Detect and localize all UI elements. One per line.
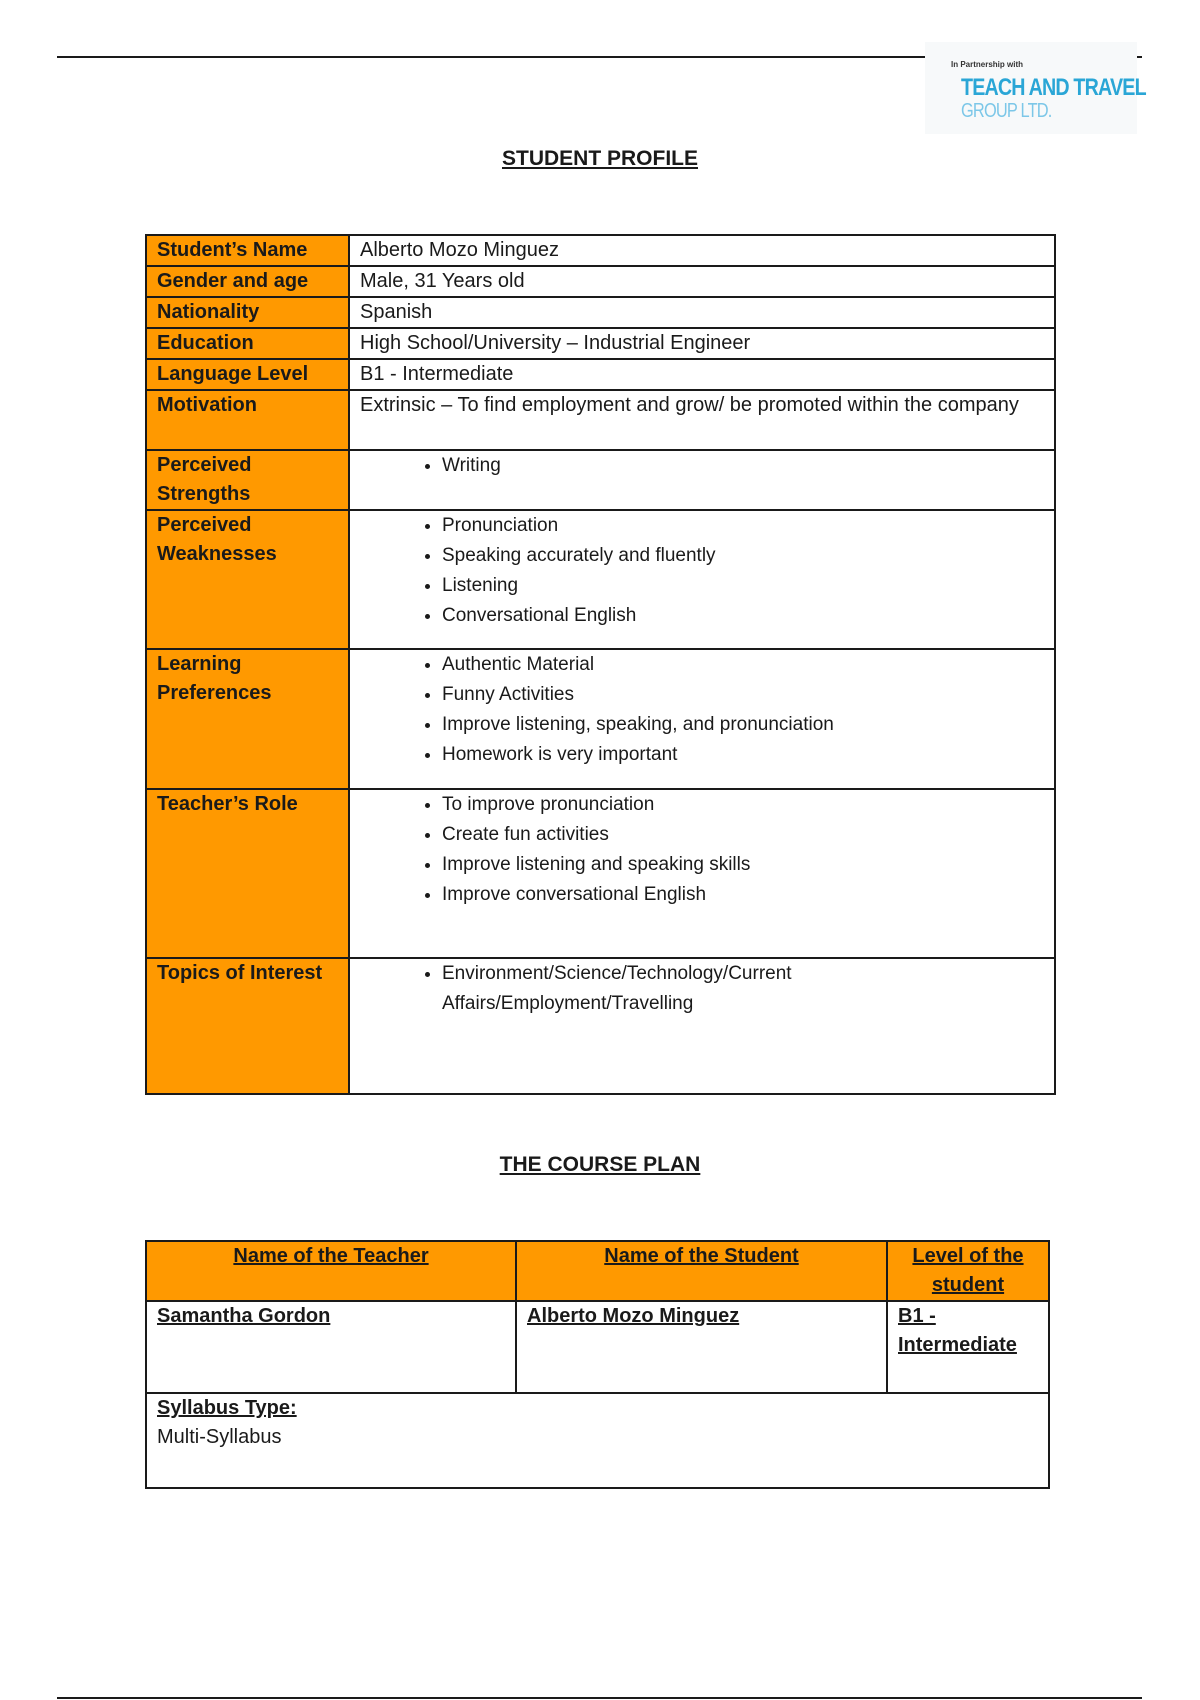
row-value: Extrinsic – To find employment and grow/ be promoted within the company <box>349 390 1055 450</box>
list-item: • To improve pronunciation <box>442 790 1044 820</box>
syllabus-row <box>146 1393 1049 1488</box>
teacher-role-list <box>360 790 1044 910</box>
course-plan-header-row <box>146 1241 1049 1301</box>
list-item: • Homework is very important <box>442 740 1044 770</box>
header-level: Level of the student <box>887 1241 1049 1301</box>
row-value <box>349 450 1055 510</box>
profile-row <box>146 359 1055 390</box>
list-item: • Listening <box>442 571 1044 601</box>
student-level: B1 - Intermediate <box>887 1301 1049 1393</box>
course-plan-table <box>145 1240 1050 1489</box>
topics-list <box>360 959 1044 1019</box>
syllabus-label: Syllabus Type: <box>157 1397 297 1419</box>
list-item: • Improve listening, speaking, and pronunciation <box>442 710 1044 740</box>
profile-row <box>146 297 1055 328</box>
row-value <box>349 649 1055 789</box>
course-plan-title: THE COURSE PLAN <box>499 1153 701 1176</box>
teach-and-travel-logo <box>925 42 1146 134</box>
row-value: Spanish <box>349 297 1055 328</box>
list-item: • Authentic Material <box>442 650 1044 680</box>
profile-row <box>146 958 1055 1094</box>
strengths-list <box>360 451 1044 481</box>
row-label: Perceived Weaknesses <box>146 510 349 649</box>
footer-rule <box>57 1697 1142 1699</box>
row-label: Topics of Interest <box>146 958 349 1094</box>
profile-row <box>146 510 1055 649</box>
row-value: High School/University – Industrial Engineer <box>349 328 1055 359</box>
row-label: Motivation <box>146 390 349 450</box>
profile-row <box>146 789 1055 958</box>
header-rule <box>57 56 925 58</box>
list-item: • Improve conversational English <box>442 880 1044 910</box>
list-item: • Speaking accurately and fluently <box>442 541 1044 571</box>
row-value <box>349 789 1055 958</box>
logo-name-line2: GROUP LTD. <box>961 100 1052 122</box>
row-label: Teacher’s Role <box>146 789 349 958</box>
syllabus-value: Multi-Syllabus <box>157 1426 282 1448</box>
weaknesses-list <box>360 511 1044 631</box>
profile-row <box>146 390 1055 450</box>
row-value <box>349 510 1055 649</box>
row-value: B1 - Intermediate <box>349 359 1055 390</box>
list-item: • Pronunciation <box>442 511 1044 541</box>
student-profile-title: STUDENT PROFILE <box>501 147 698 170</box>
row-label: Student’s Name <box>146 235 349 266</box>
list-item: • Environment/Science/Technology/Current Affairs/Employment/Travelling <box>442 959 1044 1019</box>
list-item: • Conversational English <box>442 601 1044 631</box>
row-value <box>349 958 1055 1094</box>
profile-row <box>146 328 1055 359</box>
logo-name-line1: TEACH AND TRAVEL <box>961 74 1146 101</box>
list-item: • Funny Activities <box>442 680 1044 710</box>
row-label: Nationality <box>146 297 349 328</box>
profile-row <box>146 649 1055 789</box>
header-student: Name of the Student <box>516 1241 887 1301</box>
student-name: Alberto Mozo Minguez <box>516 1301 887 1393</box>
logo-tagline: In Partnership with <box>951 60 1024 69</box>
teacher-name: Samantha Gordon <box>146 1301 516 1393</box>
row-label: Language Level <box>146 359 349 390</box>
list-item: • Improve listening and speaking skills <box>442 850 1044 880</box>
learning-preferences-list <box>360 650 1044 770</box>
row-label: Gender and age <box>146 266 349 297</box>
row-value: Male, 31 Years old <box>349 266 1055 297</box>
row-label: Perceived Strengths <box>146 450 349 510</box>
row-label: Education <box>146 328 349 359</box>
row-label: Learning Preferences <box>146 649 349 789</box>
profile-row <box>146 235 1055 266</box>
header-teacher: Name of the Teacher <box>146 1241 516 1301</box>
student-profile-table <box>145 234 1056 1095</box>
course-plan-values-row <box>146 1301 1049 1393</box>
profile-row <box>146 450 1055 510</box>
row-value: Alberto Mozo Minguez <box>349 235 1055 266</box>
profile-row <box>146 266 1055 297</box>
syllabus-cell <box>146 1393 1049 1488</box>
list-item: • Create fun activities <box>442 820 1044 850</box>
list-item: • Writing <box>442 451 1044 481</box>
